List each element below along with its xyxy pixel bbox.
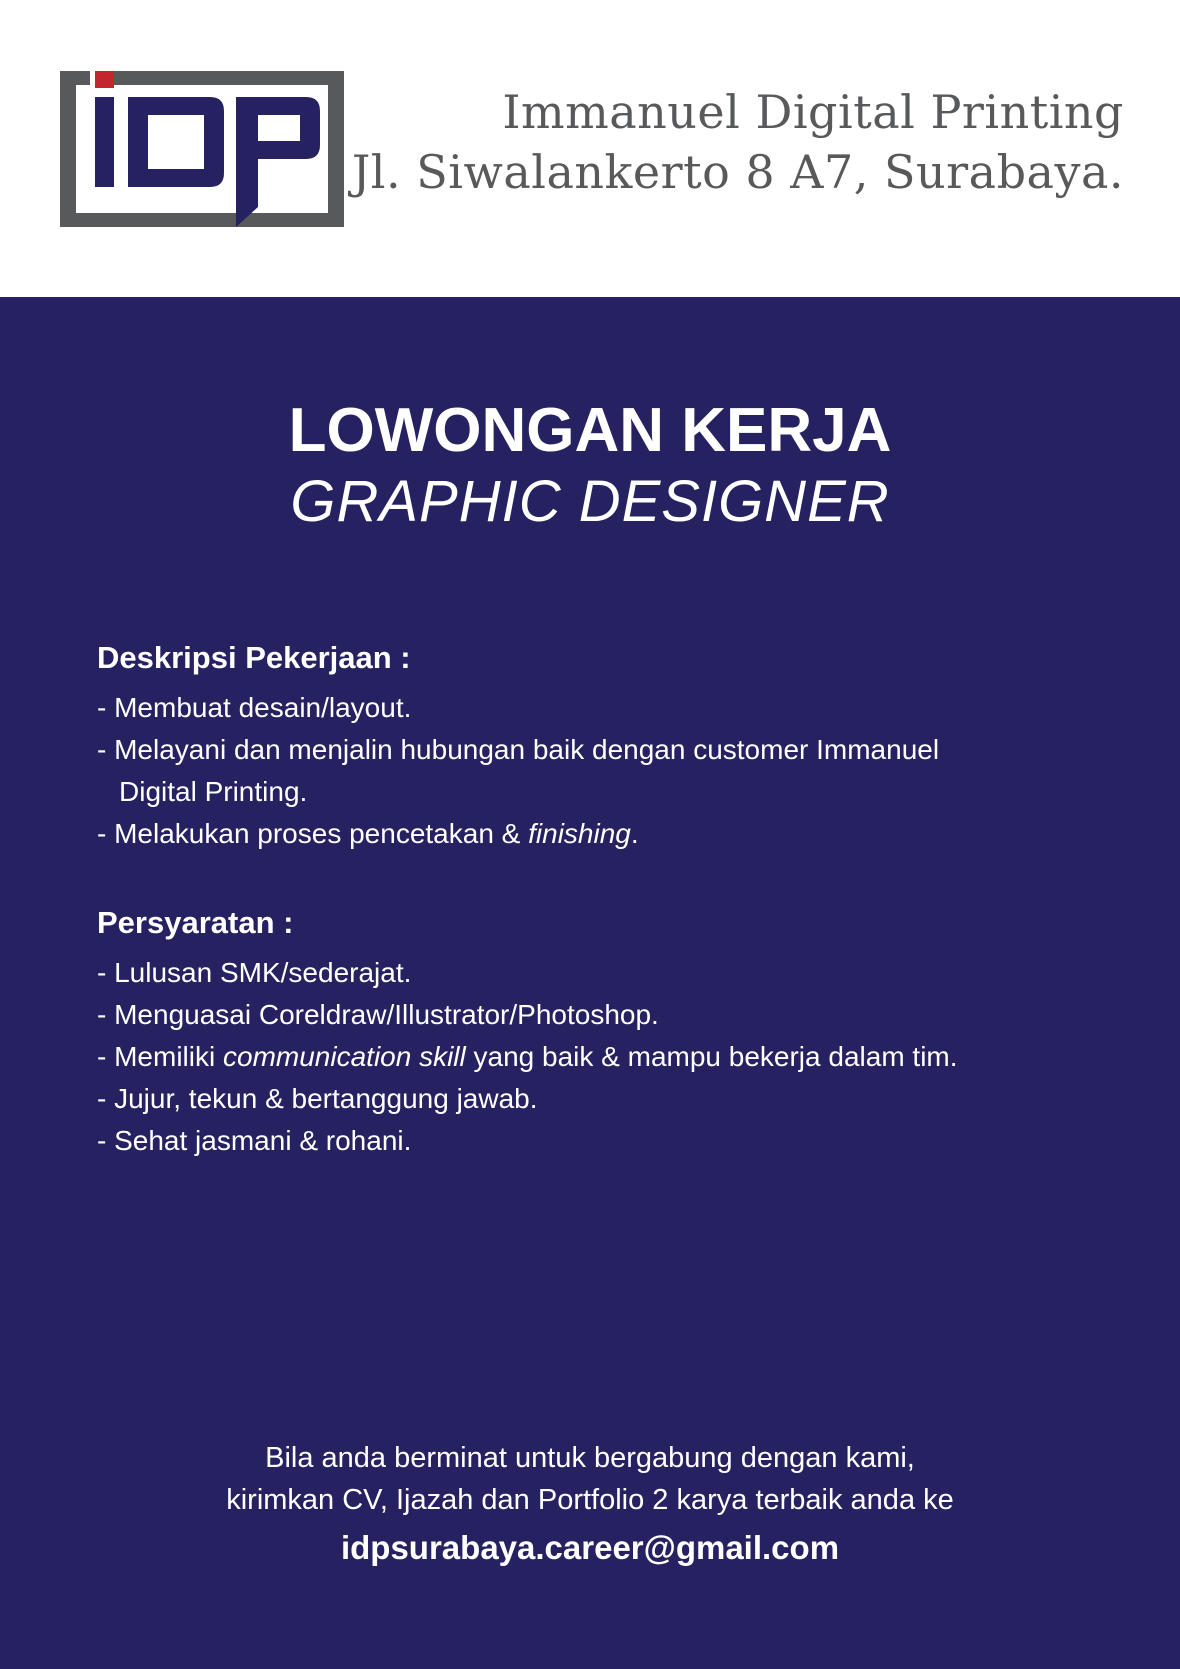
header: [0, 0, 1180, 297]
apply-line-2: kirimkan CV, Ijazah dan Portfolio 2 karya terbaik anda ke: [226, 1484, 954, 1516]
list-item: - Melakukan proses pencetakan & finishing.: [97, 818, 639, 849]
company-name: Immanuel Digital Printing: [502, 85, 1124, 139]
company-info: [352, 82, 1124, 202]
job-title: GRAPHIC DESIGNER: [290, 469, 890, 534]
list-item: - Melayani dan menjalin hubungan baik dengan customer Immanuel Digital Printing.: [97, 734, 940, 807]
requirements-heading: Persyaratan :: [97, 905, 294, 940]
idp-logo-icon: [60, 71, 344, 227]
list-item: - Sehat jasmani & rohani.: [97, 1125, 412, 1156]
apply-line-1: Bila anda berminat untuk bergabung dengan kami,: [265, 1442, 915, 1474]
job-description-heading: Deskripsi Pekerjaan :: [97, 640, 411, 675]
list-item: - Lulusan SMK/sederajat.: [97, 957, 412, 988]
main-panel: [0, 297, 1180, 1669]
apply-instructions: [0, 1437, 1180, 1573]
job-description-list: [97, 687, 1137, 855]
requirements-section: [97, 902, 1137, 1162]
list-item: - Membuat desain/layout.: [97, 692, 412, 723]
company-address: Jl. Siwalankerto 8 A7, Surabaya.: [351, 145, 1124, 199]
list-item: - Menguasai Coreldraw/Illustrator/Photoshop.: [97, 999, 659, 1030]
page-title: LOWONGAN KERJA: [288, 396, 892, 465]
requirements-list: [97, 952, 1137, 1162]
list-item: - Memiliki communication skill yang baik & mampu bekerja dalam tim.: [97, 1041, 958, 1072]
job-description-section: [97, 637, 1137, 855]
list-item: - Jujur, tekun & bertanggung jawab.: [97, 1083, 538, 1114]
apply-email[interactable]: idpsurabaya.career@gmail.com: [340, 1529, 840, 1566]
